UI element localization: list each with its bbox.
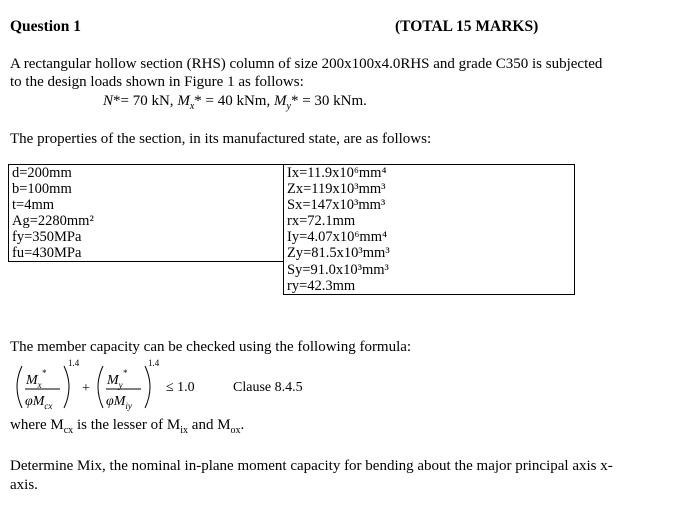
properties-intro: The properties of the section, in its manufactured state, are as follows: <box>10 131 432 147</box>
where-clause: where $M_{cx}$ is the lesser of $M_{ix}$ and $M_{ox}$. <box>10 417 245 436</box>
plus-sign: + <box>82 381 90 396</box>
prop-ix: Ix=11.9x10⁶mm⁴ <box>284 165 575 182</box>
prop-t: t=4mm <box>9 197 284 213</box>
intro-line-2: to the design loads shown in Figure 1 as follows: <box>10 74 304 90</box>
table-row <box>9 229 575 245</box>
table-row <box>9 262 575 279</box>
prop-ag: Ag=2280mm² <box>9 213 284 229</box>
prop-ry: ry=42.3mm <box>284 278 575 295</box>
prop-fy: fy=350MPa <box>9 229 284 245</box>
design-loads: N*= 70 kN, $M_x* = 40$ kNm, $M_y* = 30$ kNm. <box>103 93 367 112</box>
prop-sx: Sx=147x10³mm³ <box>284 197 575 213</box>
prop-iy: Iy=4.07x10⁶mm⁴ <box>284 229 575 245</box>
miy-denominator: $\varphi M_{iy}$ <box>106 394 132 411</box>
interaction-formula <box>8 358 368 416</box>
prop-d: d=200mm <box>9 165 284 182</box>
formula-rhs: ≤ 1.0 <box>166 380 195 395</box>
my-numerator: $M_y^*$ <box>107 368 128 390</box>
intro-line-1: A rectangular hollow section (RHS) column of size 200x100x4.0RHS and grade C350 is subjected <box>10 56 603 72</box>
prop-fu: fu=430MPa <box>9 245 284 262</box>
mx-numerator: $M_x^*$ <box>26 368 47 390</box>
table-row <box>9 165 575 182</box>
table-row <box>9 213 575 229</box>
prop-zy: Zy=81.5x10³mm³ <box>284 245 575 262</box>
question-line-2: axis. <box>10 477 38 493</box>
table-row <box>9 245 575 262</box>
prop-sy: Sy=91.0x10³mm³ <box>284 262 575 279</box>
exponent-1: 1.4 <box>68 358 80 368</box>
capacity-intro: The member capacity can be checked using the following formula: <box>10 339 412 355</box>
question-line-1: Determine Mix, the nominal in-plane moment capacity for bending about the major principal axis x- <box>10 458 613 474</box>
section-properties-table <box>8 164 575 295</box>
table-row <box>9 197 575 213</box>
table-row <box>9 278 575 295</box>
question-title: Question 1 <box>10 18 82 35</box>
mcx-denominator: $\varphi M_{cx}$ <box>25 394 53 411</box>
exponent-2: 1.4 <box>148 358 160 368</box>
clause-ref: Clause 8.4.5 <box>233 380 303 395</box>
total-marks: (TOTAL 15 MARKS) <box>395 18 539 35</box>
prop-zx: Zx=119x10³mm³ <box>284 181 575 197</box>
prop-b: b=100mm <box>9 181 284 197</box>
table-row <box>9 181 575 197</box>
prop-rx: rx=72.1mm <box>284 213 575 229</box>
